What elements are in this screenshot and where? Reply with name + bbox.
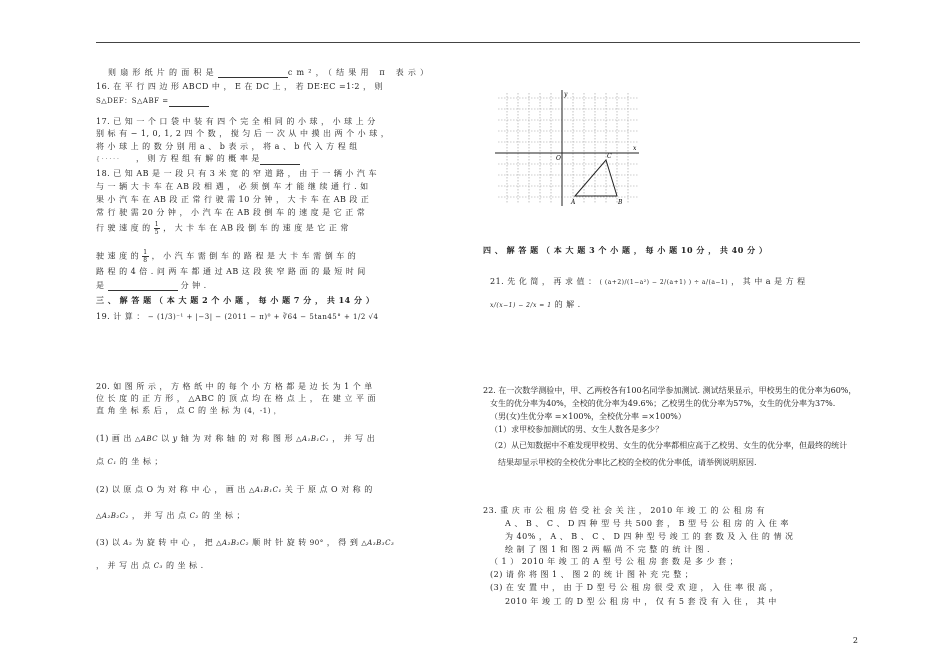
q20-part3-cont: ， 并 写 出 点 C₃ 的 坐 标 . [96,561,204,570]
q23-line4: 绘 制 了 图 1 和 图 2 两 幅 尚 不 完 整 的 统 计 图 . [505,545,710,554]
q20-part3: (3) 以 A₂ 为 旋 转 中 心 ， 把 △A₂B₂C₂ 顺 时 针 旋 转 90° ， 得 到 △A₃B₃C₃ [96,538,395,547]
triangle-abc [575,160,617,196]
q20-line2: 位 长 度 的 正 方 形 ， △ABC 的 顶 点 均 在 格 点 上 ， 在 建 立 平 面 [96,394,377,403]
q18-line4: 常 行 驶 需 20 分 钟 ， 小 汽 车 在 AB 段 倒 车 的 速 度 是 它 正 常 [96,208,366,217]
q18-line6: 驶 速 度 的 $\frac{1}{8}$ ， 小 汽 车 需 倒 车 的 路 程 是 大 卡 车 需 倒 车 的 [96,249,357,264]
q18-line5: 行 驶 速 度 的 $\frac{1}{5}$ ， 大 卡 车 在 AB 段 倒 车 的 速 度 是 它 正 常 [96,221,349,236]
answer-blank[interactable] [218,69,288,78]
header-rule [96,42,860,43]
vertex-a-label: A [571,199,576,206]
q20-part2-cont: △A₂B₂C₂ ， 并 写 出 点 C₂ 的 坐 标 ； [96,511,245,520]
q20-part2: (2) 以 原 点 O 为 对 称 中 心 ， 画 出 △A₁B₁C₁ 关 于 原 点 O 对 称 的 [96,485,373,494]
section-4-heading: 四 、 解 答 题 （ 本 大 题 3 个 小 题 ， 每 小 题 10 分 ， 共 40 分 ） [483,245,768,255]
y-axis-label: y [564,91,568,98]
page-number: 2 [852,636,858,645]
q23-line6: (2) 请 你 将 图 1 、 图 2 的 统 计 图 补 充 完 整 ； [490,570,694,579]
vertex-b-label: B [618,199,623,206]
q20-part1-cont: 点 C₁ 的 坐 标 ； [96,457,163,466]
q23-line8: 2010 年 竣 工 的 D 型 公 租 房 中 ， 仅 有 5 套 没 有 入 住 ， 其 中 [505,597,777,606]
q23-line7: (3) 在 安 置 中 ， 由 于 D 型 号 公 租 房 很 受 欢 迎 ， 入 住 率 很 高 ， [490,583,779,592]
q22-line4: （1）求甲校参加测试的男、女生人数各是多少？ [490,425,664,434]
q17-line3: 将 小 球 上 的 数 分 别 用 a 、 b 表 示 ， 将 a 、 b 代 入 方 程 组 [96,142,358,151]
vertex-c-label: C [607,153,612,160]
answer-blank[interactable] [169,98,209,107]
q20-part1: (1) 画 出 △ABC 以 y 轴 为 对 称 轴 的 对 称 图 形 △A₁B₁C₁ ， 并 写 出 [96,434,376,443]
x-axis-label: x [633,145,637,152]
grid-lines [498,93,638,203]
q20-line3: 直 角 坐 标 系 后 ， 点 C 的 坐 标 为 (4，-1) ， [96,406,282,415]
q23-line2: A 、 B 、 C 、 D 四 种 型 号 共 500 套 ， B 型 号 公 租 房 的 入 住 率 [505,519,789,528]
q17-line4: { · · · · · ， 则 方 程 组 有 解 的 概 率 是 [96,153,300,165]
q20-line1: 20. 如 图 所 示 ， 方 格 纸 中 的 每 个 小 方 格 都 是 边 长 为 1 个 单 [96,382,373,391]
q22-line5: （2）从已知数据中不难发现甲校男、女生的优分率都相应高于乙校男、女生的优分率，但最终的统计 [490,441,848,450]
equation-system-image: { · · · · · [96,156,119,163]
q17-line1: 17. 已 知 一 个 口 袋 中 装 有 四 个 完 全 相 同 的 小 球 ， 小 球 上 分 [96,117,376,126]
fraction-one-fifth: $\frac{1}{5}$ [154,221,160,236]
q23-line5: （ 1 ） 2010 年 竣 工 的 A 型 号 公 租 房 套 数 是 多 少 套 ； [490,557,739,566]
fraction-one-eighth: $\frac{1}{8}$ [143,249,148,264]
q16-line2: S△DEF：S△ABF = [96,96,209,107]
q17-line2: 别 标 有 − 1, 0, 1, 2 四 个 数 ， 搅 匀 后 一 次 从 中 摸 出 两 个 小 球 ， [96,129,390,138]
q18-line8: 是 分 钟 . [96,281,207,290]
q18-line3: 果 小 汽 车 在 AB 段 正 常 行 驶 需 10 分 钟 ， 大 卡 车 在 AB 段 正 [96,195,370,204]
answer-blank[interactable] [260,156,300,165]
q22-line3: （男(女)生优分率 =×100%，全校优分率 =×100%） [490,412,686,421]
q23-line3: 为 40% ， A 、 B 、 C 、 D 四 种 型 号 竣 工 的 套 数 及 入 住 的 情 况 [505,532,794,541]
q22-line1: 22. 在一次数学测验中，甲、乙两校各有100名同学参加测试. 测试结果显示，甲校男生的优分率为60%， [483,386,857,395]
origin-label: O [556,155,561,162]
q16-line1: 16. 在 平 行 四 边 形 ABCD 中 ， E 在 DC 上 ， 若 DE∶EC =1∶2 ， 则 [96,82,384,91]
answer-blank[interactable] [108,282,178,291]
q18-line2: 与 一 辆 大 卡 车 在 AB 段 相 遇 ， 必 须 倒 车 才 能 继 续 通 行 . 如 [96,182,369,191]
q21-line2: x/(x−1) − 2/x = 1 的 解 . [490,300,581,309]
q15-tail: 则扇形纸片的面积是 cm²，（结果用 π 表示） [108,68,433,77]
coordinate-grid-figure [493,88,643,213]
q18-line7: 路 程 的 4 倍 . 问 两 车 都 通 过 AB 这 段 狭 窄 路 面 的 最 短 时 间 [96,267,366,276]
section-3-heading: 三 、 解 答 题 （ 本 大 题 2 个 小 题 ， 每 小 题 7 分 ， 共 14 分 ） [96,295,375,305]
q18-line1: 18. 已 知 AB 是 一 段 只 有 3 米 宽 的 窄 道 路 ， 由 于 一 辆 小 汽 车 [96,169,377,178]
q19: 19. 计 算 ： − (1/3)⁻¹ + |−3| − (2011 − π)⁰ + ∛64 − 5tan45° + 1/2 √4 [96,312,379,321]
q23-line1: 23. 重 庆 市 公 租 房 倍 受 社 会 关 注 ， 2010 年 竣 工 的 公 租 房 有 [483,506,766,515]
q22-line6: 结果却显示甲校的全校优分率比乙校的全校的优分率低，请举例说明原因. [498,458,757,467]
q22-line2: 女生的优分率为40%，全校的优分率为49.6%；乙校男生的优分率为57%，女生的优分率为37%. [490,399,836,408]
q21-line1: 21. 先 化 简 ， 再 求 值 ： ( (a+2)/(1−a²) − 2/(a+1) ) ÷ a/(a−1) ， 其 中 a 是 方 程 [490,277,806,286]
